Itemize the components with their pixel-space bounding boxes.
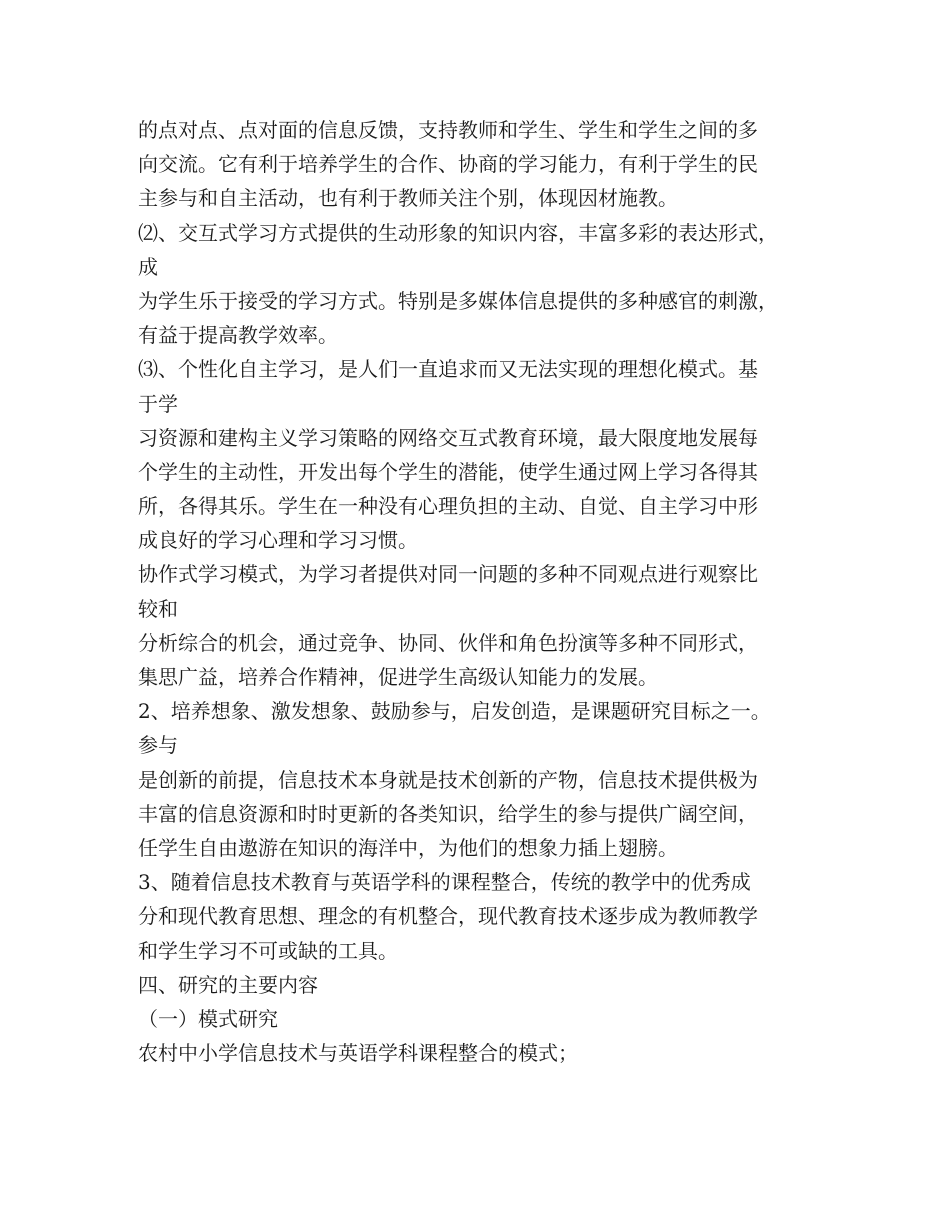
subsection-heading: （一）模式研究	[138, 1006, 278, 1031]
text-line: 较和	[138, 596, 178, 621]
text-line: 分析综合的机会，通过竞争、协同、伙伴和角色扮演等多种不同形式，	[138, 630, 758, 655]
text-line: 有益于提高教学效率。	[138, 323, 338, 348]
text-line: 向交流。它有利于培养学生的合作、协商的学习能力，有利于学生的民	[138, 152, 758, 177]
text-line: 丰富的信息资源和时时更新的各类知识，给学生的参与提供广阔空间，	[138, 801, 758, 826]
text-line: 的点对点、点对面的信息反馈，支持教师和学生、学生和学生之间的多	[138, 118, 758, 142]
text-line: 所，各得其乐。学生在一种没有心理负担的主动、自觉、自主学习中形	[138, 494, 758, 519]
text-line: 分和现代教育思想、理念的有机整合，现代教育技术逐步成为教师教学	[138, 904, 758, 929]
text-line: 3、随着信息技术教育与英语学科的课程整合，传统的教学中的优秀成	[138, 870, 751, 895]
text-line: 个学生的主动性，开发出每个学生的潜能，使学生通过网上学习各得其	[138, 459, 758, 484]
text-line: 农村中小学信息技术与英语学科课程整合的模式；	[138, 1041, 578, 1066]
text-line: 为学生乐于接受的学习方式。特别是多媒体信息提供的多种感官的刺激，	[138, 288, 778, 313]
text-line: 参与	[138, 733, 178, 758]
text-line: 集思广益，培养合作精神，促进学生高级认知能力的发展。	[138, 665, 658, 689]
text-line: 主参与和自主活动，也有利于教师关注个别，体现因材施教。	[138, 186, 678, 211]
section-heading: 四、研究的主要内容	[138, 972, 318, 997]
text-line: 习资源和建构主义学习策略的网络交互式教育环境，最大限度地发展每	[138, 425, 758, 450]
text-line: 2、培养想象、激发想象、鼓励参与，启发创造，是课题研究目标之一。	[138, 699, 771, 724]
text-line: ⑶、个性化自主学习，是人们一直追求而又无法实现的理想化模式。基	[138, 357, 758, 382]
text-line: 任学生自由遨游在知识的海洋中，为他们的想象力插上翅膀。	[138, 835, 678, 860]
text-line: 协作式学习模式，为学习者提供对同一问题的多种不同观点进行观察比	[138, 562, 758, 587]
text-line: 于学	[138, 391, 178, 416]
text-line: 和学生学习不可或缺的工具。	[138, 938, 398, 963]
document-body	[138, 113, 838, 1070]
text-line: ⑵、交互式学习方式提供的生动形象的知识内容，丰富多彩的表达形式，	[138, 220, 778, 245]
text-line: 成	[138, 254, 158, 279]
text-line: 是创新的前提，信息技术本身就是技术创新的产物，信息技术提供极为	[138, 767, 758, 792]
text-line: 成良好的学习心理和学习习惯。	[138, 528, 418, 553]
